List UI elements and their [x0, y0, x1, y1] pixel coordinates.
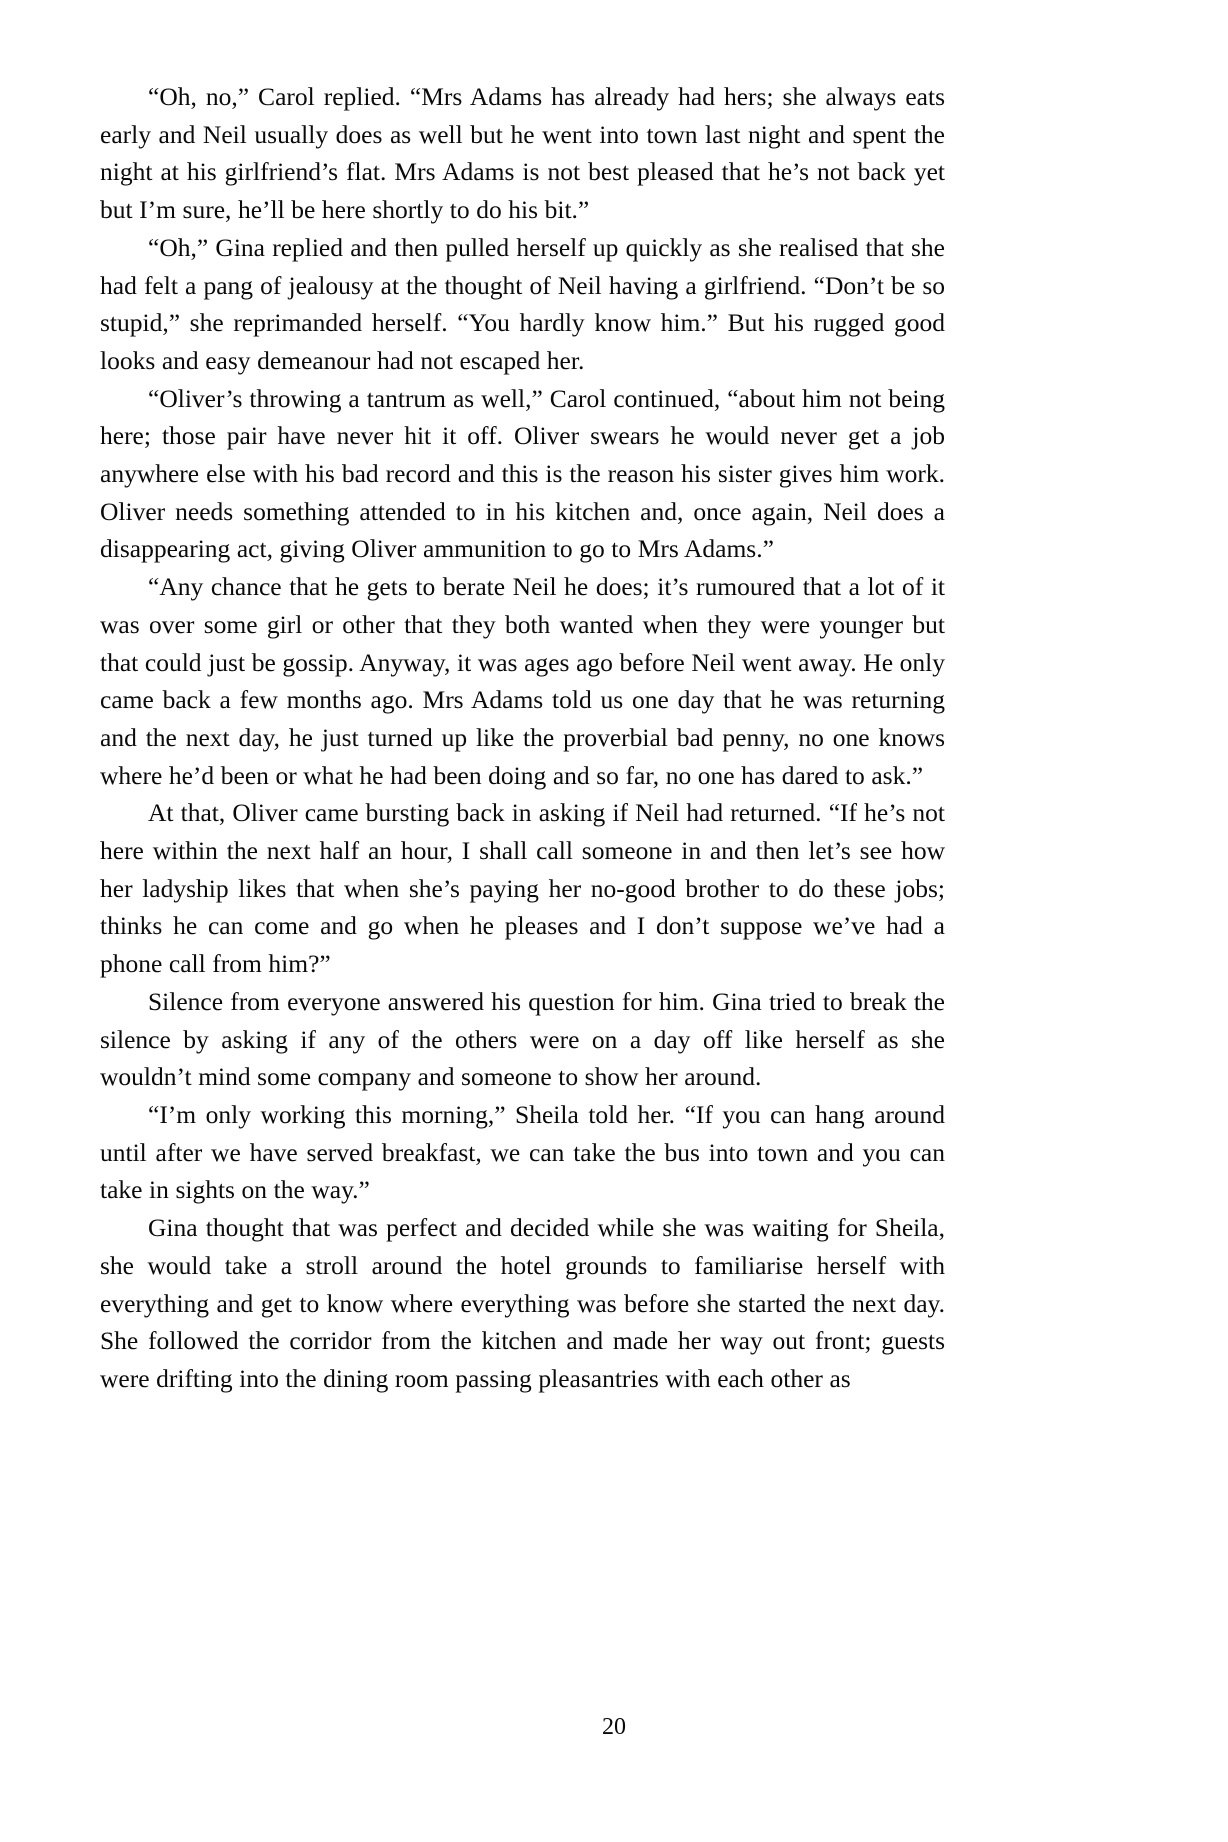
- paragraph: “Any chance that he gets to berate Neil he does; it’s rumoured that a lot of it was over some girl or other that they both wanted when they were younger but that could just be gossip. Anyway, it was ages ago before Neil went away. He only came back a few months ago. Mrs Adams told us one day that he was returning and the next day, he just turned up like the proverbial bad penny, no one knows where he’d been or what he had been doing and so far, no one has dared to ask.”: [100, 572, 945, 790]
- paragraph: Silence from everyone answered his question for him. Gina tried to break the silence by asking if any of the others were on a day off like herself as she wouldn’t mind some company and someone to show her around.: [100, 986, 945, 1092]
- paragraph: “Oliver’s throwing a tantrum as well,” Carol continued, “about him not being here; those pair have never hit it off. Oliver swears he would never get a job anywhere else with his bad record and this is the reason his sister gives him work. Oliver needs something attended to in his kitchen and, once again, Neil does a disappearing act, giving Oliver ammunition to go to Mrs Adams.”: [100, 383, 945, 564]
- paragraph: At that, Oliver came bursting back in asking if Neil had returned. “If he’s not here within the next half an hour, I shall call someone in and then let’s see how her ladyship likes that when she’s paying her no-good brother to do these jobs; thinks he can come and go when he pleases and I don’t suppose we’ve had a phone call from him?”: [100, 798, 945, 979]
- paragraph: “Oh, no,” Carol replied. “Mrs Adams has already had hers; she always eats early and Neil usually does as well but he went into town last night and spent the night at his girlfriend’s flat. Mrs Adams is not best pleased that he’s not back yet but I’m sure, he’ll be here shortly to do his bit.”: [100, 82, 945, 225]
- page-number: 20: [602, 1714, 626, 1740]
- paragraph: Gina thought that was perfect and decided while she was waiting for Sheila, she would take a stroll around the hotel grounds to familiarise herself with everything and get to know where everything was before she started the next day. She followed the corridor from the kitchen and made her way out front; guests were drifting into the dining room passing pleasantries with each other as: [100, 1213, 945, 1393]
- paragraph: “I’m only working this morning,” Sheila told her. “If you can hang around until after we have served breakfast, we can take the bus into town and you can take in sights on the way.”: [100, 1099, 945, 1205]
- paragraph: “Oh,” Gina replied and then pulled herself up quickly as she realised that she had felt a pang of jealousy at the thought of Neil having a girlfriend. “Don’t be so stupid,” she reprimanded herself. “You hardly know him.” But his rugged good looks and easy demeanour had not escaped her.: [100, 232, 945, 375]
- body-text: [100, 78, 945, 1398]
